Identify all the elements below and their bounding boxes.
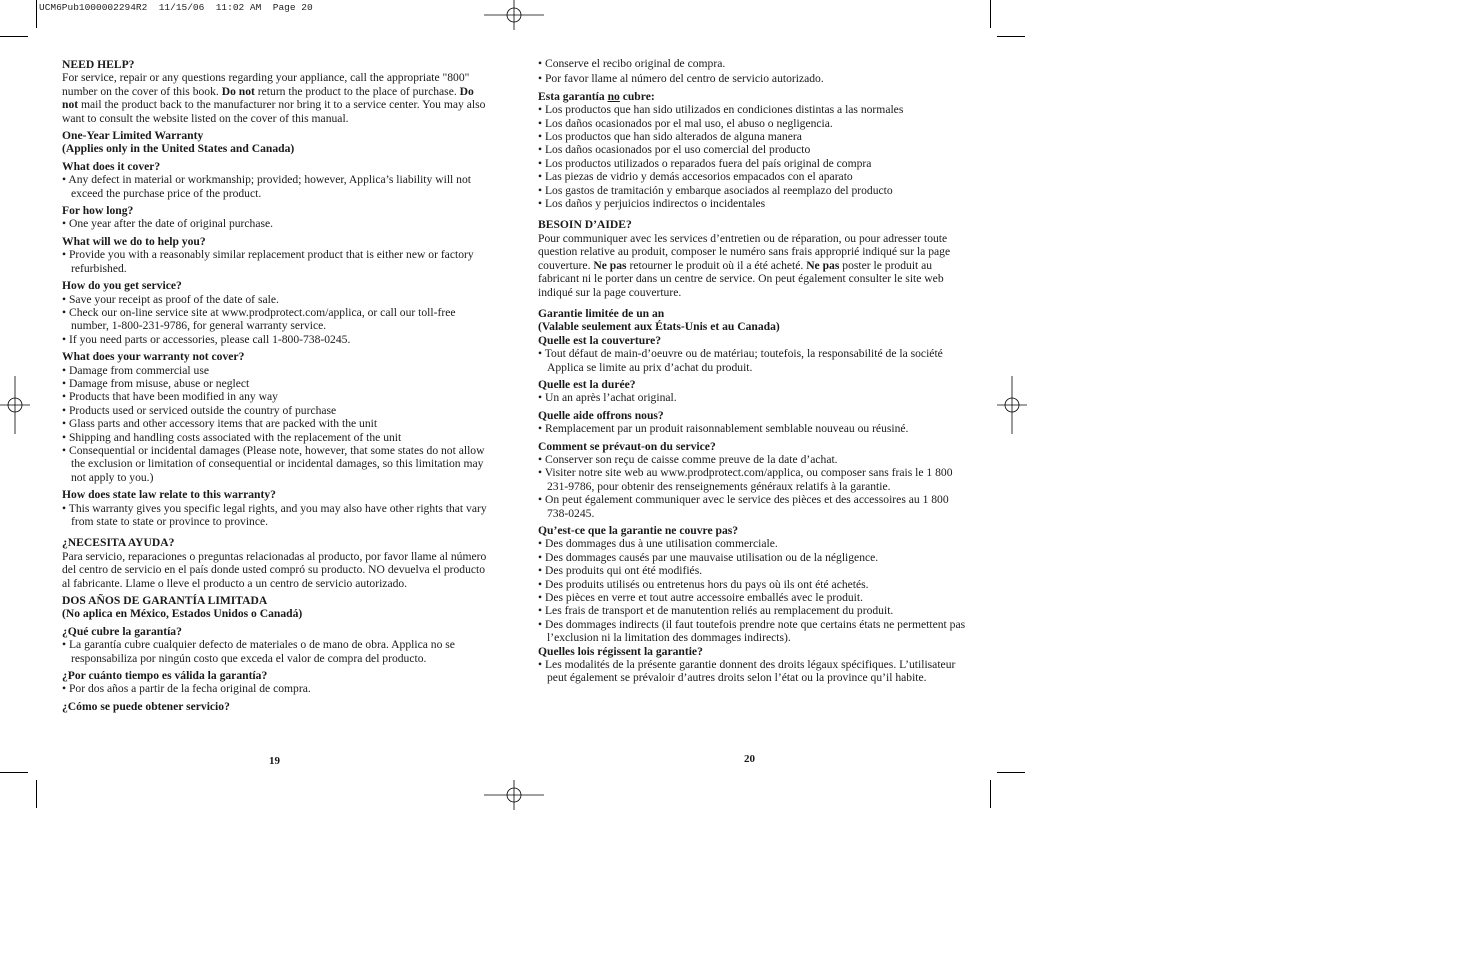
crop-mark	[0, 772, 28, 773]
question-heading: Qu’est-ce que la garantie ne couvre pas?	[538, 524, 739, 537]
answer-list	[62, 248, 492, 275]
question-heading: What does it cover?	[62, 159, 161, 173]
print-slug-header: UCM6Pub1000002294R2 11/15/06 11:02 AM Page 20	[39, 2, 313, 13]
question-heading: For how long?	[62, 204, 134, 218]
answer-list	[538, 57, 968, 86]
question-heading: Quelle aide offrons nous?	[538, 408, 664, 422]
list-item: • Un an après l’achat original.	[538, 391, 968, 404]
list-item: • Les frais de transport et de manutention reliés au remplacement du produit.	[538, 604, 968, 617]
answer-list	[62, 682, 492, 695]
list-item: • Damage from commercial use	[62, 364, 492, 377]
list-item: • Des pièces en verre et tout autre accessoire emballés avec le produit.	[538, 591, 968, 604]
list-item: • Les modalités de la présente garantie donnent des droits légaux spécifiques. L’utilisateur peut également se prévaloir d’autres droits selon l’état ou la province qu’il habite.	[538, 658, 968, 685]
list-item: • Los productos utilizados o reparados fuera del país original de compra	[538, 157, 968, 170]
list-item: • Remplacement par un produit raisonnablement semblable nouveau ou réusiné.	[538, 422, 968, 435]
page-20-column	[538, 57, 968, 685]
list-item: • Shipping and handling costs associated with the replacement of the unit	[62, 431, 492, 444]
answer-list	[538, 391, 968, 404]
page-number: 19	[269, 755, 280, 767]
list-item: • Save your receipt as proof of the date of sale.	[62, 293, 492, 306]
help-paragraph: Para servicio, reparaciones o preguntas relacionadas al producto, por favor llame al número del centro de servicio en el país donde usted compró su producto. NO devuelva el producto al fabricante. Llame o lleve el producto a un centro de servicio autorizado.	[62, 549, 487, 590]
warranty-title: One-Year Limited Warranty	[62, 129, 204, 143]
registration-mark-icon	[997, 376, 1027, 434]
list-item: • Visiter notre site web au www.prodprotect.com/applica, ou composer sans frais le 1 800 231-9786, pour obtenir des renseignements généraux relatifs à la garantie.	[538, 466, 968, 493]
section-heading: ¿NECESITA AYUDA?	[62, 536, 175, 550]
question-heading: Comment se prévaut-on du service?	[538, 439, 716, 453]
crop-mark	[0, 36, 28, 37]
list-item: • Products that have been modified in any way	[62, 390, 492, 403]
question-heading: ¿Cómo se puede obtener servicio?	[62, 699, 230, 713]
warranty-subtitle: (Valable seulement aux États-Unis et au Canada)	[538, 320, 780, 334]
question-heading: Esta garantía no cubre:	[538, 89, 655, 103]
list-item: • On peut également communiquer avec le service des pièces et des accessoires au 1 800 738-0245.	[538, 493, 968, 520]
list-item: • One year after the date of original purchase.	[62, 217, 492, 230]
question-heading: What does your warranty not cover?	[62, 350, 245, 364]
answer-list	[538, 537, 968, 644]
list-item: • La garantía cubre cualquier defecto de materiales o de mano de obra. Applica no se responsabiliza por ningún costo que exceda el valor de compra del producto.	[62, 638, 492, 665]
warranty-subtitle: (No aplica en México, Estados Unidos o Canadá)	[62, 607, 303, 621]
answer-list	[538, 347, 968, 374]
list-item: • Los daños ocasionados por el mal uso, el abuso o negligencia.	[538, 117, 968, 130]
list-item: • Damage from misuse, abuse or neglect	[62, 377, 492, 390]
list-item: • Des produits utilisés ou entretenus hors du pays où ils ont été achetés.	[538, 578, 968, 591]
answer-list	[538, 658, 968, 685]
question-heading: How do you get service?	[62, 279, 182, 293]
help-paragraph: Pour communiquer avec les services d’entretien ou de réparation, ou pour adresser toute question relative au produit, composer le numéro sans frais approprié indiqué sur la page couverture. Ne pas retourner le produit où il a été acheté. Ne pas poster le produit au fabricant ni le porter dans un centre de service. On peut également consulter le site web indiqué sur la page couverture.	[538, 231, 951, 299]
list-item: • This warranty gives you specific legal rights, and you may also have other rights that vary from state to state or province to province.	[62, 502, 492, 529]
answer-list	[538, 453, 968, 520]
crop-mark	[36, 780, 37, 808]
answer-list	[62, 217, 492, 230]
registration-mark-icon	[484, 780, 544, 810]
question-heading: How does state law relate to this warranty?	[62, 488, 276, 502]
help-paragraph: For service, repair or any questions regarding your appliance, call the appropriate "800" number on the cover of this book. Do not return the product to the place of purchase. Do not mail the product back to the manufacturer nor bring it to a service center. You may also want to consult the website listed on the cover of this manual.	[62, 71, 486, 125]
answer-list	[62, 293, 492, 347]
answer-list	[538, 103, 968, 210]
question-heading: ¿Qué cubre la garantía?	[62, 624, 182, 638]
answer-list	[62, 364, 492, 485]
page-number: 20	[744, 753, 755, 765]
list-item: • Los gastos de tramitación y embarque asociados al reemplazo del producto	[538, 184, 968, 197]
list-item: • Check our on-line service site at www.prodprotect.com/applica, or call our toll-free number, 1-800-231-9786, for general warranty service.	[62, 306, 492, 333]
list-item: • Los daños ocasionados por el uso comercial del producto	[538, 143, 968, 156]
list-item: • Las piezas de vidrio y demás accesorios empacados con el aparato	[538, 170, 968, 183]
section-heading: BESOIN D’AIDE?	[538, 218, 632, 232]
list-item: • Des dommages dus à une utilisation commerciale.	[538, 537, 968, 550]
list-item: • Los productos que han sido utilizados en condiciones distintas a las normales	[538, 103, 968, 116]
warranty-subtitle: (Applies only in the United States and Canada)	[62, 142, 295, 156]
list-item: • Any defect in material or workmanship; provided; however, Applica’s liability will not exceed the purchase price of the product.	[62, 173, 492, 200]
registration-mark-icon	[0, 376, 30, 434]
crop-mark	[990, 0, 991, 28]
list-item: • Consequential or incidental damages (Please note, however, that some states do not allow the exclusion or limitation of consequential or incidental damages, so this limitation may not apply to you.)	[62, 444, 492, 484]
question-heading: Quelles lois régissent la garantie?	[538, 644, 703, 658]
question-heading: Quelle est la couverture?	[538, 333, 662, 347]
list-item: • Por favor llame al número del centro de servicio autorizado.	[538, 72, 968, 85]
warranty-title: Garantie limitée de un an	[538, 306, 665, 320]
answer-list	[62, 502, 492, 529]
answer-list	[62, 638, 492, 665]
question-heading: Quelle est la durée?	[538, 377, 636, 391]
answer-list	[62, 173, 492, 200]
list-item: • Glass parts and other accessory items that are packed with the unit	[62, 417, 492, 430]
list-item: • Tout défaut de main-d’oeuvre ou de matériau; toutefois, la responsabilité de la société Applica se limite au prix d’achat du produit.	[538, 347, 968, 374]
list-item: • If you need parts or accessories, please call 1-800-738-0245.	[62, 333, 492, 346]
crop-mark	[990, 780, 991, 808]
question-heading: ¿Por cuánto tiempo es válida la garantía?	[62, 669, 268, 683]
crop-mark	[997, 772, 1025, 773]
crop-mark	[36, 0, 37, 28]
list-item: • Conserve el recibo original de compra.	[538, 57, 968, 70]
list-item: • Des produits qui ont été modifiés.	[538, 564, 968, 577]
section-heading: NEED HELP?	[62, 58, 135, 71]
warranty-title: DOS AÑOS DE GARANTÍA LIMITADA	[62, 594, 268, 608]
registration-mark-icon	[484, 0, 544, 30]
question-heading: What will we do to help you?	[62, 234, 206, 248]
list-item: • Provide you with a reasonably similar replacement product that is either new or factory refurbished.	[62, 248, 492, 275]
crop-mark	[997, 36, 1025, 37]
list-item: • Des dommages indirects (il faut toutefois prendre note que certains états ne permettent pas l’exclusion ni la limitation des dommages indirects).	[538, 618, 968, 645]
list-item: • Por dos años a partir de la fecha original de compra.	[62, 682, 492, 695]
list-item: • Los productos que han sido alterados de alguna manera	[538, 130, 968, 143]
list-item: • Conserver son reçu de caisse comme preuve de la date d’achat.	[538, 453, 968, 466]
list-item: • Products used or serviced outside the country of purchase	[62, 404, 492, 417]
page-19-column	[62, 58, 492, 713]
answer-list	[538, 422, 968, 435]
list-item: • Des dommages causés par une mauvaise utilisation ou de la négligence.	[538, 551, 968, 564]
list-item: • Los daños y perjuicios indirectos o incidentales	[538, 197, 968, 210]
